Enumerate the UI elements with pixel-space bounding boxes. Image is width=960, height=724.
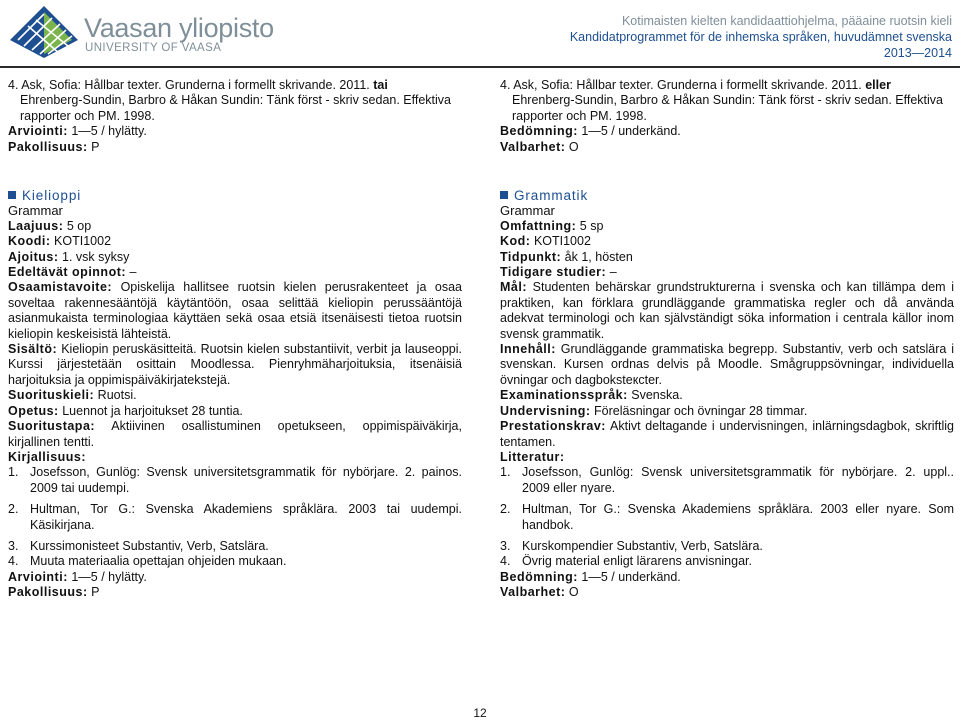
lit-line-4-alt: Ehrenberg-Sundin, Barbro & Håkan Sundin: Tänk först - skriv sedan. Effektiva rapporter och PM. 1998. — [512, 93, 944, 123]
timing-value: åk 1, hösten — [561, 249, 633, 264]
teaching-label: Opetus: — [8, 403, 59, 418]
goal-value: Studenten behärskar grundstrukturerna i svenska och kan tillämpa dem i praktiken, kan förklara grundläggande grammatiska regler och då använda adekvat terminologi och kan självständigt söka information i centrala källor inom svensk grammatik. — [500, 280, 954, 341]
or-word: eller — [865, 78, 891, 92]
method-label: Prestationskrav: — [500, 419, 606, 434]
goal-label: Osaamistavoite: — [8, 280, 113, 295]
scope-value: 5 op — [63, 218, 92, 233]
lit-line-4: 4. Ask, Sofia: Hållbar texter. Grunderna i formellt skrivande. 2011. — [8, 78, 374, 92]
lit-line-4: 4. Ask, Sofia: Hållbar texter. Grunderna i formellt skrivande. 2011. — [500, 78, 866, 92]
timing-label: Tidpunkt: — [500, 249, 562, 264]
compulsory-label: Valbarhet: — [500, 585, 566, 600]
content-label: Sisältö: — [8, 342, 58, 357]
prereq-label: Edeltävät opinnot: — [8, 265, 127, 280]
content-value: Grundläggande grammatiska begrepp. Substantiv, verb och satslära i svenskan. Kursen ordnas delvis på Moodle. Smågruppsövningar, individuella övningar och dagboksteксter. — [500, 342, 954, 387]
eval-value: 1—5 / hylätty. — [67, 569, 147, 584]
eval-value: 1—5 / underkänd. — [577, 124, 681, 139]
eval-value: 1—5 / hylätty. — [67, 124, 147, 139]
compulsory-value: P — [87, 139, 100, 154]
previous-course-tail — [500, 78, 954, 188]
teaching-value: Föreläsningar och övningar 28 timmar. — [590, 403, 808, 418]
or-word: tai — [373, 78, 388, 92]
program-heading — [570, 13, 952, 61]
literature-item: 3. Kurssimonisteet Substantiv, Verb, Satslära. — [8, 538, 269, 553]
square-bullet-icon — [500, 191, 508, 199]
goal-value: Opiskelija hallitsee ruotsin kielen perusrakenteet ja osaa soveltaa rakennesääntöjä käytäntöön, osaa selittää kieliopin perussääntöjä asianmukaista terminologiaa käyttäen sekä osaa etsiä itsenäisesti tietoa ruotsin kieliopin keskeisistä lähteistä. — [8, 280, 462, 341]
left-column — [8, 78, 462, 601]
page-number: 12 — [473, 706, 487, 720]
literature-label: Kirjallisuus: — [8, 449, 87, 464]
literature-item: 4. Övrig material enligt lärarens anvisningar. — [500, 554, 752, 569]
content-label: Innehåll: — [500, 342, 556, 357]
section-subtitle: Grammar — [8, 203, 63, 219]
lit-line-4-alt: Ehrenberg-Sundin, Barbro & Håkan Sundin: Tänk först - skriv sedan. Effektiva rapporter och PM. 1998. — [20, 93, 452, 123]
scope-label: Omfattning: — [500, 218, 577, 233]
right-column — [500, 78, 954, 601]
method-label: Suoritustapa: — [8, 419, 96, 434]
header-divider — [0, 66, 960, 68]
academic-years: 2013—2014 — [883, 46, 952, 60]
code-value: KOTI1002 — [50, 234, 112, 249]
code-value: KOTI1002 — [530, 234, 591, 249]
eval-label: Bedömning: — [500, 569, 578, 584]
literature-item: 3. Kurskompendier Substantiv, Verb, Satslära. — [500, 538, 763, 553]
goal-label: Mål: — [500, 280, 527, 295]
university-name: Vaasan yliopisto — [84, 13, 274, 43]
compulsory-label: Pakollisuus: — [8, 585, 88, 600]
compulsory-value: P — [87, 585, 100, 600]
teaching-label: Undervisning: — [500, 403, 591, 418]
literature-item: 1. Josefsson, Gunlög: Svensk universitetsgrammatik för nybörjare. 2. uppl.. 2009 eller nyare. — [500, 465, 954, 495]
method-value: Aktiivinen osallistuminen opetukseen, oppimispäiväkirja, kirjallinen tentti. — [8, 419, 462, 449]
literature-label: Litteratur: — [500, 449, 565, 464]
method-value: Aktivt deltagande i undervisningen, inlärningsdagbok, skriftlig tentamen. — [500, 419, 954, 449]
compulsory-label: Pakollisuus: — [8, 139, 88, 154]
prereq-value: – — [126, 265, 137, 280]
square-bullet-icon — [8, 191, 16, 199]
language-value: Ruotsi. — [94, 388, 137, 403]
page-header — [0, 0, 960, 64]
university-name-en: UNIVERSITY OF VAASA — [85, 42, 222, 54]
content-value: Kieliopin peruskäsitteitä. Ruotsin kielen substantiivit, verbit ja lauseoppi. Kurssi järjestetään osittain Moodlessa. Pienryhmäharjoituksia, itsenäisiä harjoituksia ja oppimispäiväkirjatekstejä. — [8, 342, 462, 387]
section-title: Grammatik — [500, 188, 954, 203]
prereq-label: Tidigare studier: — [500, 265, 607, 280]
eval-label: Bedömning: — [500, 124, 578, 139]
teaching-value: Luennot ja harjoitukset 28 tuntia. — [58, 403, 243, 418]
literature-item: 4. Muuta materiaalia opettajan ohjeiden mukaan. — [8, 554, 287, 569]
literature-item: 1. Josefsson, Gunlög: Svensk universitetsgrammatik för nybörjare. 2. painos. 2009 tai uudempi. — [8, 465, 462, 495]
compulsory-value: O — [565, 585, 579, 600]
university-logo-icon — [8, 4, 80, 60]
compulsory-label: Valbarhet: — [500, 139, 566, 154]
scope-label: Laajuus: — [8, 218, 64, 233]
language-value: Svenska. — [627, 388, 683, 403]
section-subtitle: Grammar — [500, 203, 555, 219]
previous-course-tail — [8, 78, 462, 188]
eval-label: Arviointi: — [8, 569, 68, 584]
language-label: Examinationsspråk: — [500, 388, 628, 403]
compulsory-value: O — [565, 139, 579, 154]
code-label: Kod: — [500, 234, 531, 249]
language-label: Suorituskieli: — [8, 388, 95, 403]
program-sv: Kandidatprogrammet för de inhemska språken, huvudämnet svenska — [569, 30, 952, 44]
literature-item: 2. Hultman, Tor G.: Svenska Akademiens språklära. 2003 eller nyare. Som handbok. — [500, 502, 954, 532]
literature-item: 2. Hultman, Tor G.: Svenska Akademiens språklära. 2003 tai uudempi. Käsikirjana. — [8, 502, 462, 532]
eval-label: Arviointi: — [8, 124, 68, 139]
timing-value: 1. vsk syksy — [58, 249, 130, 264]
eval-value: 1—5 / underkänd. — [577, 569, 681, 584]
scope-value: 5 sp — [576, 218, 604, 233]
timing-label: Ajoitus: — [8, 249, 59, 264]
code-label: Koodi: — [8, 234, 51, 249]
program-fi: Kotimaisten kielten kandidaattiohjelma, pääaine ruotsin kieli — [621, 14, 952, 28]
section-title: Kielioppi — [8, 188, 462, 203]
prereq-value: – — [606, 265, 617, 280]
